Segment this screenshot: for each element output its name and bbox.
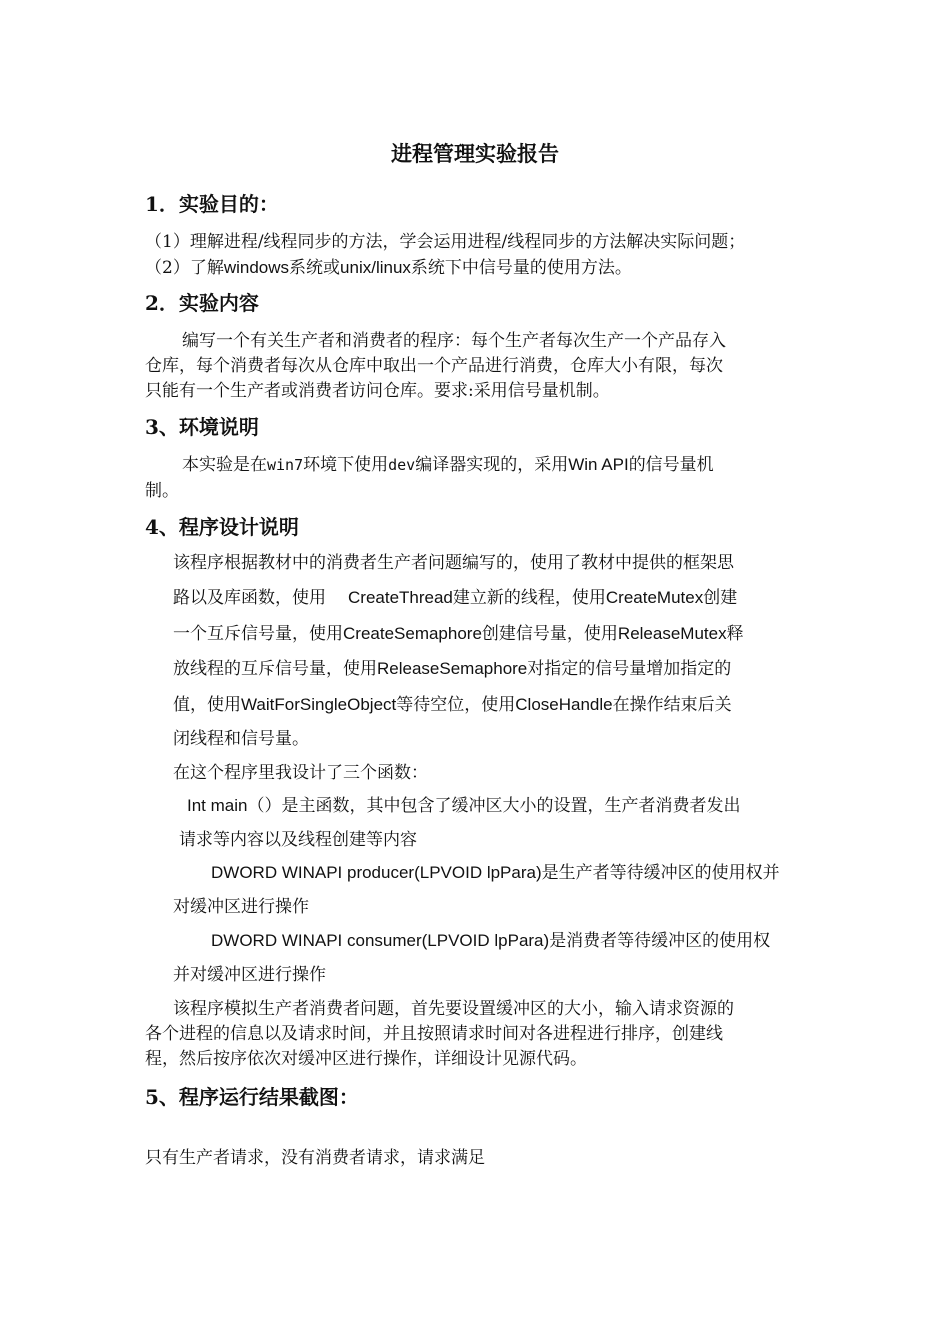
function-producer: DWORD WINAPI producer(LPVOID lpPara)是生产者等待缓冲区的使用权并	[211, 863, 780, 883]
design-line: 放线程的互斥信号量，使用ReleaseSemaphore对指定的信号量增加指定的	[173, 659, 732, 679]
section-1-heading: 1．实验目的：	[145, 192, 279, 216]
section-5-heading: 5、程序运行结果截图：	[145, 1085, 359, 1109]
design-line: 闭线程和信号量。	[173, 729, 309, 749]
paragraph-line: 只能有一个生产者或消费者访问仓库。要求:采用信号量机制。	[145, 381, 610, 401]
paragraph-line: 编写一个有关生产者和消费者的程序：每个生产者每次生产一个产品存入	[182, 331, 726, 351]
document-title: 进程管理实验报告	[391, 141, 559, 166]
design-line: 一个互斥信号量，使用CreateSemaphore创建信号量，使用ReleaseMutex释	[173, 624, 744, 644]
objective-2: （2）了解windows系统或unix/linux系统下中信号量的使用方法。	[145, 258, 632, 278]
design-line: 路以及库函数，使用 CreateThread建立新的线程，使用CreateMutex创建	[173, 588, 738, 608]
function-main: Int main（）是主函数，其中包含了缓冲区大小的设置，生产者消费者发出	[187, 796, 741, 816]
screenshot-caption: 只有生产者请求，没有消费者请求，请求满足	[145, 1148, 485, 1168]
summary-line: 程，然后按序依次对缓冲区进行操作，详细设计见源代码。	[145, 1049, 587, 1069]
section-2-heading: 2．实验内容	[145, 291, 259, 315]
design-line: 值，使用WaitForSingleObject等待空位，使用CloseHandle在操作结束后关	[173, 695, 732, 715]
design-line: 该程序根据教材中的消费者生产者问题编写的，使用了教材中提供的框架思	[173, 553, 734, 573]
section-3-heading: 3、环境说明	[145, 415, 259, 439]
summary-line: 该程序模拟生产者消费者问题，首先要设置缓冲区的大小，输入请求资源的	[173, 999, 734, 1019]
section-4-heading: 4、程序设计说明	[145, 515, 299, 539]
objective-1: （1）理解进程/线程同步的方法，学会运用进程/线程同步的方法解决实际问题；	[145, 232, 746, 252]
functions-intro: 在这个程序里我设计了三个函数：	[173, 763, 428, 783]
function-consumer: DWORD WINAPI consumer(LPVOID lpPara)是消费者等待缓冲区的使用权	[211, 931, 771, 951]
paragraph-line: 仓库，每个消费者每次从仓库中取出一个产品进行消费，仓库大小有限，每次	[145, 356, 723, 376]
function-producer: 对缓冲区进行操作	[173, 897, 309, 917]
summary-line: 各个进程的信息以及请求时间，并且按照请求时间对各进程进行排序，创建线	[145, 1024, 723, 1044]
environment-line: 制。	[145, 481, 179, 501]
function-consumer: 并对缓冲区进行操作	[173, 965, 326, 985]
function-main: 请求等内容以及线程创建等内容	[179, 830, 417, 850]
environment-line: 本实验是在win7环境下使用dev编译器实现的，采用Win API的信号量机	[182, 455, 714, 475]
